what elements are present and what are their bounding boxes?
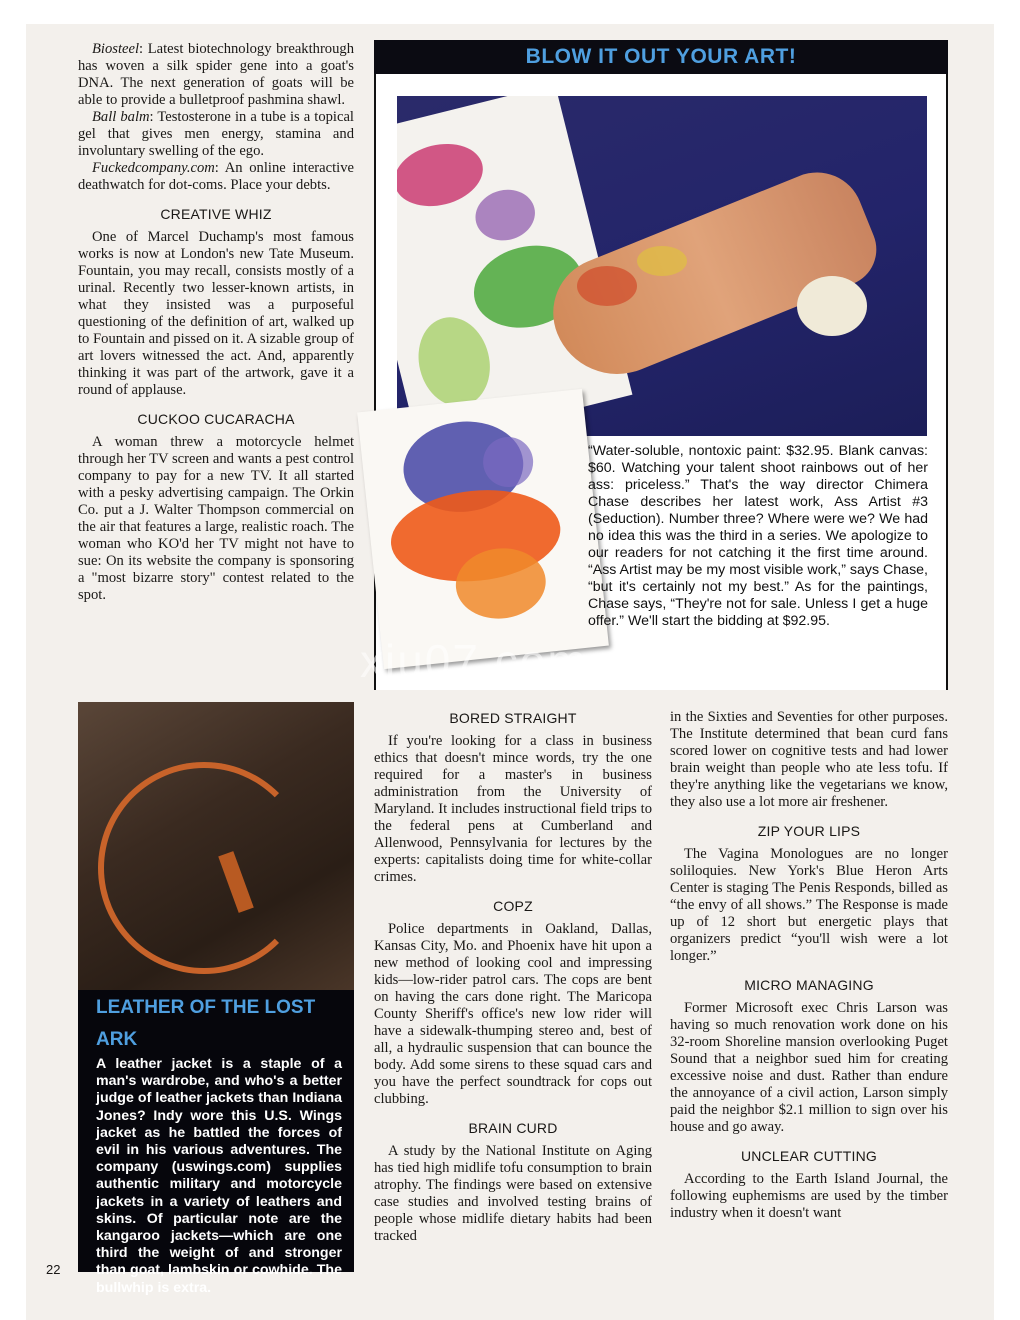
section-body: Former Microsoft exec Chris Larson was having so much renovation work done on his 32-room Shoreline mansion overlooking Puget Sound that a neighbor sued him for creating excessive noise and dust. Rather than endure the annoyance of a civil action, Larson simply paid the neighbor $2.1 million to sign over his house and go away. [670,1000,948,1135]
list-item: Biosteel: Latest biotechnology breakthrough has woven a silk spider gene into a goat's DNA. The next generation of goats will be able to provide a bulletproof pashmina shawl. [78,41,354,108]
middle-column [374,700,652,1245]
leather-feature-box [78,990,354,1296]
section-heading: ZIP YOUR LIPS [757,823,861,839]
leather-jacket-photo [78,702,354,992]
section-heading: COPZ [493,898,533,914]
leather-feature-text: A leather jacket is a staple of a man's wardrobe, and who's a better judge of leather jackets than Indiana Jones? Indy wore this U.S. Wings jacket as he battled the forces of evil in his various adventures. The company (uswings.com) supplies authentic military and motorcycle jackets in a variety of leathers and skins. Of particular note are the kangaroo jackets—which are one third the weight of and stronger than goat, lambskin or cowhide. The bullwhip is extra. [96,1056,342,1296]
section-body: One of Marcel Duchamp's most famous works is now at London's new Tate Museum. Fountain, you may recall, consists mostly of a urinal. Recently two lesser-known artists, in what they insisted was a purposeful questioning of the definition of art, walked up to Fountain and pissed on it. A sizable group of art lovers witnessed the act. And, apparently thinking it was part of the artwork, gave it a round of applause. [78,229,354,398]
section-body: The Vagina Monologues are no longer soliloquies. New York's Blue Heron Arts Center is staging The Penis Responds, billed as “the envy of all shows.” The Response is made up of 12 short but energetic plays that organizers predict “you'll wish were a lot longer.” [670,846,948,964]
section-body: If you're looking for a class in business ethics that doesn't mince words, try the one required for a master's in business administration from the University of Maryland. It includes instructional field trips to the federal pens at Cumberland and Allenwood, Pennsylvania for lectures by the experts: capitalists doing time for white-collar crimes. [374,733,652,885]
section-body: According to the Earth Island Journal, the following euphemisms are used by the timber industry when it doesn't want [670,1171,948,1221]
section-body: A study by the National Institute on Aging has tied high midlife tofu consumption to brain atrophy. The findings were based on extensive case studies and involved testing brains of people whose midlife dietary habits had been tracked [374,1143,652,1244]
list-item: Ball balm: Testosterone in a tube is a topical gel that gives men energy, stamina and involuntary swelling of the ego. [78,109,354,159]
leather-feature-title: LEATHER OF THE LOST ARK [96,997,316,1050]
section-body: Police departments in Oakland, Dallas, Kansas City, Mo. and Phoenix have hit upon a new method of looking cool and impressing kids—low-rider patrol cars. The cops are bent on having the cars done right. The Maricopa County Sheriff's office's new low rider will have a sidewalk-thumping stereo and, best of all, a hydraulic suspension that can bounce the body. Add some sirens to these squad cars and you have the perfect soundtrack for cops out clubbing. [374,921,652,1107]
page-number: 22 [46,1262,61,1277]
art-photo-painting [357,389,609,669]
art-feature-title: BLOW IT OUT YOUR ART! [374,40,948,74]
section-body: A woman threw a motorcycle helmet through her TV screen and wants a pest control company to pay for a new TV. It all started with a pesky advertising campaign. The Orkin Co. put a J. Walter Thompson commercial on the air that features a large, realistic roach. The woman who KO'd her TV might not have to sue: On its website the company is sponsoring a "most bizarre story" contest related to the spot. [78,434,354,603]
art-caption: “Water-soluble, nontoxic paint: $32.95. Blank canvas: $60. Watching your talent shoot rainbows out of her ass: priceless.” That's the way director Chimera Chase describes her latest work, Ass Artist #3 (Seduction). Number three? Where were we? We had no idea this was the third in a series. We apologize to our readers for not catching it the first time around. “Ass Artist may be my most visible work,” says Chase, “but it's certainly not my best.” As for the paintings, Chase says, “They're not for sale. Unless I get a huge offer.” We'll start the bidding at $92.95. [588,443,928,629]
art-photo-main [397,96,927,436]
watermark: xiu07.com [360,635,588,687]
section-heading: BRAIN CURD [468,1120,558,1136]
section-heading: MICRO MANAGING [744,977,874,993]
section-body: in the Sixties and Seventies for other purposes. The Institute determined that bean curd fans scored lower on cognitive tests and had lower brain weight than people who ate less tofu. If they're anything like the vegetarians we know, they also use a lot more air freshener. [670,709,948,810]
figure-hair [797,276,867,336]
section-heading: UNCLEAR CUTTING [740,1148,877,1164]
left-column [78,41,354,604]
right-column [670,709,948,1222]
section-heading: CREATIVE WHIZ [160,206,272,222]
section-heading: BORED STRAIGHT [449,710,577,726]
bullwhip-icon [98,762,310,974]
section-heading: CUCKOO CUCARACHA [137,411,295,427]
list-item: Fuckedcompany.com: An online interactive deathwatch for dot-coms. Place your debts. [78,160,354,193]
